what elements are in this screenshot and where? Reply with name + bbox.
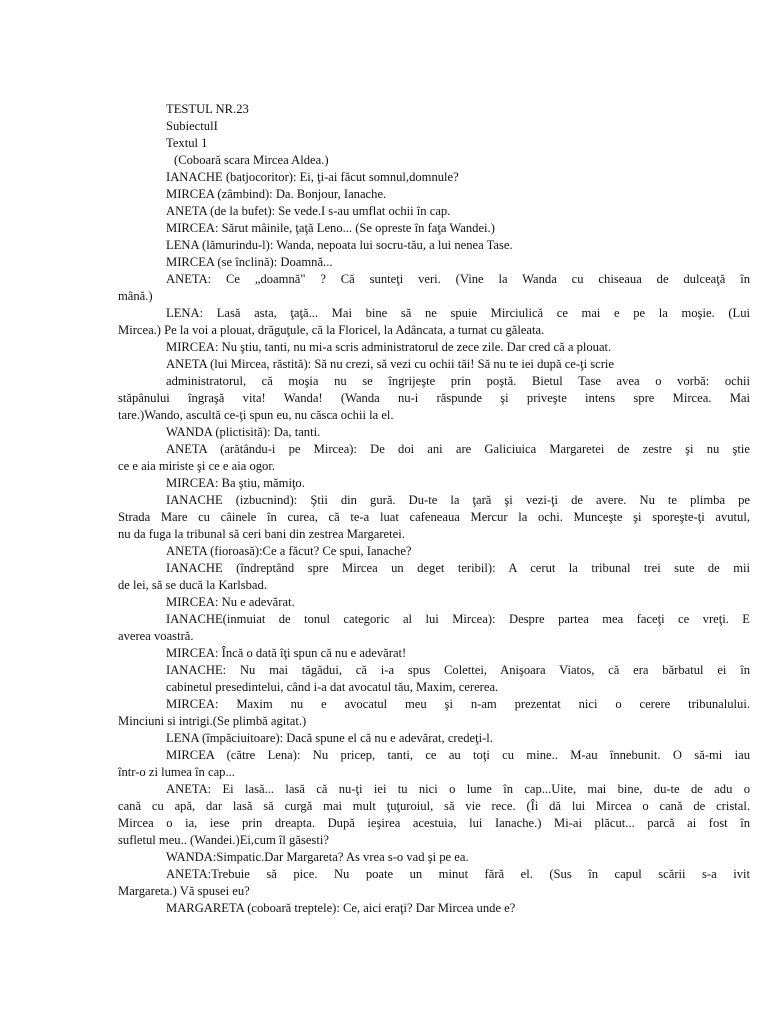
text-line: LENA (lămurindu-l): Wanda, nepoata lui socru-tău, a lui nenea Tase. xyxy=(166,238,513,252)
text-line: MIRCEA (către Lena): Nu pricep, tanti, ce au toţi cu mine.. M-au înnebunit. O să-mi iau xyxy=(166,748,750,762)
text-line: administratorul, că moşia nu se îngrijeşte prin poştă. Bietul Tase avea o vorbă: ochii xyxy=(166,374,750,388)
text-line: mână.) xyxy=(118,289,153,303)
text-line: într-o zi lumea în cap... xyxy=(118,765,235,779)
text-line: WANDA:Simpatic.Dar Margareta? As vrea s-o vad şi pe ea. xyxy=(166,850,469,864)
doc-title: TESTUL NR.23 xyxy=(166,102,249,116)
text-line: ANETA (arătându-i pe Mircea): De doi ani are Galiciuica Margaretei de zestre şi nu ştie xyxy=(166,442,750,456)
text-line: IANACHE (îndreptând spre Mircea un deget teribil): A cerut la tribunal trei sute de mii xyxy=(166,561,750,575)
text-line: cană cu apă, dar lasă să curgă mai mult ţuţuroiul, să vie rece. (Îi dă lui Mircea o cană de cristal. xyxy=(118,799,750,813)
text-line: ANETA:Trebuie să pice. Nu poate un minut fără el. (Sus în capul scării s-a ivit xyxy=(166,867,750,881)
text-line: tare.)Wando, ascultă ce-ţi spun eu, nu căsca ochii la el. xyxy=(118,408,394,422)
text-line: IANACHE: Nu mai tăgădui, că i-a spus Colettei, Anişoara Viatos, că era bărbatul ei în xyxy=(166,663,750,677)
doc-subtitle: SubiectulI xyxy=(166,119,218,133)
text-line: MIRCEA (zâmbind): Da. Bonjour, Ianache. xyxy=(166,187,387,201)
text-line: Minciuni si intrigi.(Se plimbă agitat.) xyxy=(118,714,307,728)
text-line: sufletul meu.. (Wandei.)Ei,cum îl găsesti? xyxy=(118,833,329,847)
text-line: Mircea o ia, iese prin dreapta. După ieşirea acestuia, lui Ianache.) Mi-ai plăcut... parcă ai fost în xyxy=(118,816,750,830)
text-line: MARGARETA (coboară treptele): Ce, aici eraţi? Dar Mircea unde e? xyxy=(166,901,516,915)
text-line: LENA: Lasă asta, ţaţă... Mai bine să ne spuie Mirciulică ce mai e pe la moşie. (Lui xyxy=(166,306,750,320)
text-line: ANETA (de la bufet): Se vede.I s-au umflat ochii în cap. xyxy=(166,204,451,218)
text-line: MIRCEA (se înclină): Doamnă... xyxy=(166,255,333,269)
text-line: MIRCEA: Sărut mâinile, ţaţă Leno... (Se opreste în faţa Wandei.) xyxy=(166,221,495,235)
text-line: stăpânului îngraşă vita! Wanda! (Wanda nu-i răspunde şi priveşte intens spre Mircea. Mai xyxy=(118,391,750,405)
text-line: WANDA (plictisită): Da, tanti. xyxy=(166,425,321,439)
text-line: nu da fuga la tribunal să ceri bani din zestrea Margaretei. xyxy=(118,527,405,541)
text-line: MIRCEA: Nu e adevărat. xyxy=(166,595,295,609)
text-line: Margareta.) Vă spusei eu? xyxy=(118,884,250,898)
text-line: Strada Mare cu câinele în curea, că te-a luat cafeneaua Mercur la ochi. Munceşte şi sporeşte-ţi avutul, xyxy=(118,510,750,524)
text-line: Mircea.) Pe la voi a plouat, drăguţule, că la Floricel, la Adâncata, a turnat cu găleata. xyxy=(118,323,545,337)
text-line: ANETA: Ce „doamnă" ? Că sunteţi veri. (Vine la Wanda cu chiseaua de dulceaţă în xyxy=(166,272,750,286)
text-line: IANACHE (batjocoritor): Ei, ţi-ai făcut somnul,domnule? xyxy=(166,170,459,184)
stage-direction: (Coboară scara Mircea Aldea.) xyxy=(174,153,329,167)
text-line: MIRCEA: Nu ştiu, tanti, nu mi-a scris administratorul de zece zile. Dar cred că a plouat. xyxy=(166,340,612,354)
text-line: IANACHE (izbucnind): Ştii din gură. Du-te la ţară şi vezi-ţi de avere. Nu te plimba pe xyxy=(166,493,750,507)
text-line: averea voastră. xyxy=(118,629,194,643)
text-line: MIRCEA: Încă o dată îţi spun că nu e adevărat! xyxy=(166,646,407,660)
text-line: de lei, să se ducă la Karlsbad. xyxy=(118,578,267,592)
text-line: ANETA (fioroasă):Ce a făcut? Ce spui, Ianache? xyxy=(166,544,412,558)
text-line: ANETA: Ei lasă... lasă că nu-ţi iei tu nici o lume în cap...Uite, mai bine, du-te de adu o xyxy=(166,782,750,796)
doc-section: Textul 1 xyxy=(166,136,208,150)
text-line: ANETA (lui Mircea, răstită): Să nu crezi, să vezi cu ochii tăi! Să nu te iei după ce-ţi scrie xyxy=(166,357,614,371)
text-line: MIRCEA: Ba ştiu, mămiţo. xyxy=(166,476,305,490)
text-line: IANACHE(inmuiat de tonul categoric al lui Mircea): Despre partea mea faceţi ce vreţi. E xyxy=(166,612,750,626)
text-line: ce e aia miriste şi ce e aia ogor. xyxy=(118,459,275,473)
text-line: cabinetul presedintelui, când i-a dat avocatul tău, Maxim, cererea. xyxy=(166,680,499,694)
text-line: MIRCEA: Maxim nu e avocatul meu şi n-am prezentat nici o cerere tribunalului. xyxy=(166,697,750,711)
text-line: LENA (împăciuitoare): Dacă spune el că nu e adevărat, credeţi-l. xyxy=(166,731,493,745)
